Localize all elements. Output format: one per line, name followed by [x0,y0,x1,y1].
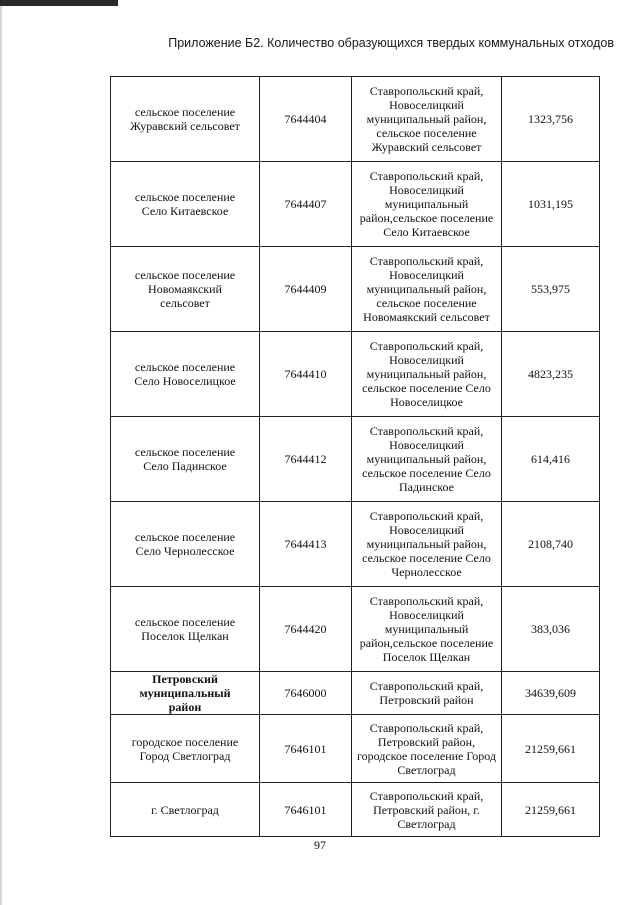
waste-amount-cell: 614,416 [502,417,600,502]
address-cell: Ставропольский край, Новоселицкий муниципальный район, сельское поселение Село Чернолесское [352,502,502,587]
settlement-name-cell: сельское поселение Поселок Щелкан [111,587,260,672]
settlement-name-cell: сельское поселение Новомаякский сельсовет [111,247,260,332]
table-row [111,715,600,783]
page-number: 97 [314,838,326,852]
settlement-name-cell: сельское поселение Село Китаевское [111,162,260,247]
table-row-district-total [111,672,600,715]
table-row [111,332,600,417]
table-row [111,247,600,332]
address-cell: Ставропольский край, Новоселицкий муниципальный район, сельское поселение Село Новоселицкое [352,332,502,417]
waste-amount-cell: 4823,235 [502,332,600,417]
address-cell: Ставропольский край, Петровский район, г. Светлоград [352,783,502,837]
address-cell: Ставропольский край, Петровский район [352,672,502,715]
waste-amount-cell: 383,036 [502,587,600,672]
oktmo-code-cell: 7646000 [260,672,352,715]
oktmo-code-cell: 7646101 [260,715,352,783]
oktmo-code-cell: 7644407 [260,162,352,247]
table-row [111,162,600,247]
table-row [111,77,600,162]
scan-edge [0,0,2,905]
settlement-name-cell: сельское поселение Село Чернолесское [111,502,260,587]
waste-amount-cell: 21259,661 [502,783,600,837]
oktmo-code-cell: 7644409 [260,247,352,332]
settlement-name-cell: сельское поселение Село Новоселицкое [111,332,260,417]
waste-amount-cell: 34639,609 [502,672,600,715]
oktmo-code-cell: 7644404 [260,77,352,162]
waste-amount-cell: 1031,195 [502,162,600,247]
waste-amount-cell: 21259,661 [502,715,600,783]
address-cell: Ставропольский край, Новоселицкий муниципальный район, сельское поселение Село Падинское [352,417,502,502]
oktmo-code-cell: 7644412 [260,417,352,502]
waste-amount-cell: 1323,756 [502,77,600,162]
district-name-cell: Петровский муниципальный район [111,672,260,715]
settlement-name-cell: городское поселение Город Светлоград [111,715,260,783]
address-cell: Ставропольский край, Петровский район, городское поселение Город Светлоград [352,715,502,783]
settlement-name-cell: сельское поселение Журавский сельсовет [111,77,260,162]
address-cell: Ставропольский край, Новоселицкий муниципальный район,сельское поселение Поселок Щелкан [352,587,502,672]
table-row [111,502,600,587]
oktmo-code-cell: 7644420 [260,587,352,672]
settlement-name-cell: г. Светлоград [111,783,260,837]
settlement-name-cell: сельское поселение Село Падинское [111,417,260,502]
table-row [111,587,600,672]
oktmo-code-cell: 7644413 [260,502,352,587]
oktmo-code-cell: 7644410 [260,332,352,417]
address-cell: Ставропольский край, Новоселицкий муниципальный район,сельское поселение Село Китаевское [352,162,502,247]
table-row [111,783,600,837]
scan-artifact-bar [0,0,118,6]
oktmo-code-cell: 7646101 [260,783,352,837]
waste-table [110,76,600,837]
address-cell: Ставропольский край, Новоселицкий муниципальный район, сельское поселение Журавский сельсовет [352,77,502,162]
table-row [111,417,600,502]
address-cell: Ставропольский край, Новоселицкий муниципальный район, сельское поселение Новомаякский сельсовет [352,247,502,332]
waste-amount-cell: 553,975 [502,247,600,332]
page-header: Приложение Б2. Количество образующихся твердых коммунальных отходов [168,36,614,50]
waste-amount-cell: 2108,740 [502,502,600,587]
